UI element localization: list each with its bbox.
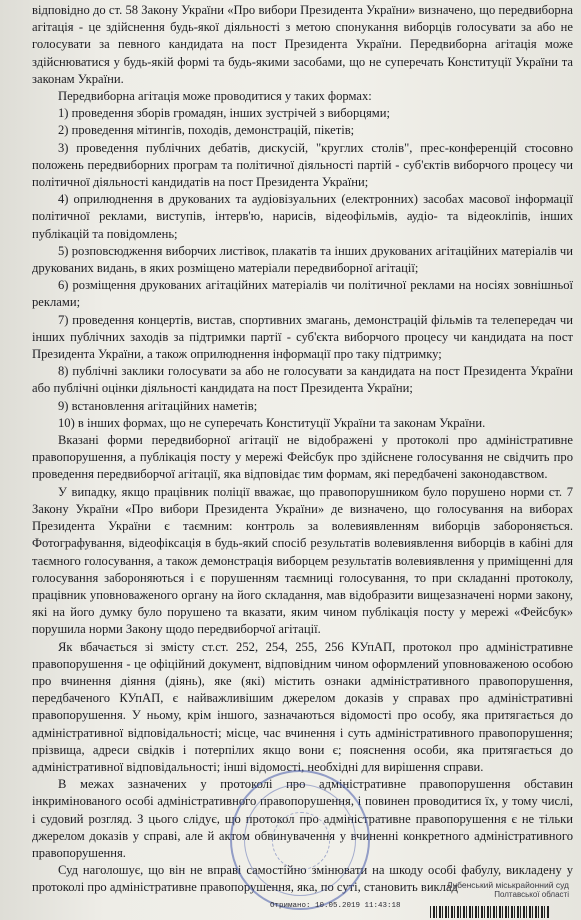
document-paragraph: В межах зазначених у протоколі про адміністративне правопорушення обставин інкримінованого особі адміністративного правопорушення, і повинен проводитися їх, у тому числі, і судовий розгляд. З цього слідує, що протокол про адміністративне правопорушення є не тільки джерелом доказів у справі, але й актом обвинувачення у вчиненні конкретного адміністративного правопорушення. — [32, 777, 573, 860]
court-name: Лубенський міськрайонний суд — [447, 880, 569, 890]
document-paragraph: 4) оприлюднення в друкованих та аудіовізуальних (електронних) засобах масової інформації політичної реклами, виступів, інтерв'ю, нарисів, відеофільмів, аудіо- та відеокліпів, інших публікацій та повідомлень; — [32, 192, 573, 241]
document-paragraph: У випадку, якщо працівник поліції вважає, що правопорушником було порушено норми ст. 7 Закону України «Про вибори Президента України» де визначено, що голосування на виборах Президента України є таємним: контроль за волевиявленням виборців забороняється. Фотографування, відеофіксація в будь-який спосіб результатів волевиявлення виборців в кабіні для таємного голосування, а також демонстрація виборцем результатів волевиявлення у приміщенні для голосування забороняються і є порушенням таємниці голосування, то при складанні протоколу, працівник уповноваженого органу на його складання, мав відобразити вищезазначені норми закону, які на його думку було порушено та вказати, яким чином публікація посту у мережі «Фейсбук» порушила норми Закону щодо передвиборчої агітації. — [32, 484, 573, 637]
document-paragraph: відповідно до ст. 58 Закону України «Про вибори Президента України» визначено, що передвиборна агітація - це здійснення будь-якої діяльності з метою спонукання виборців голосувати за або не голосувати за певного кандидата на пост Президента України. Передвиборна агітація може здійснюватися у будь-якій формі та будь-якими засобами, що не суперечать Конституції України та законам України. — [32, 3, 573, 86]
document-paragraph: 5) розповсюдження виборчих листівок, плакатів та інших друкованих агітаційних матеріалів чи друкованих видань, в яких розміщено матеріали передвиборної агітації; — [32, 243, 573, 276]
court-mark — [447, 880, 569, 900]
document-paragraph: 6) розміщення друкованих агітаційних матеріалів чи політичної реклами на носіях зовнішньої реклами; — [32, 278, 573, 310]
document-paragraph: 9) встановлення агітаційних наметів; — [58, 398, 258, 413]
barcode-icon — [430, 906, 550, 918]
document-paragraph: Як вбачається зі змісту ст.ст. 252, 254, 255, 256 КУпАП, протокол про адміністративне правопорушення - це офіційний документ, відповідним чином оформлений уповноваженою особою про вчинення діяння (діянь), яке (які) містить ознаки адміністративного правопорушення, передбаченого КУпАП, є найважливішим джерелом доказів у справах про адміністративні правопорушення. У ньому, крім іншого, зазначаються відомості про особу, яка притягається до адміністративної відповідальності; місце, час вчинення і суть адміністративного правопорушення; прізвища, адреси свідків і потерпілих якщо вони є; пояснення особи, яка притягається до адміністративної відповідальності; інші відомості, необхідні для вирішення справи. — [32, 639, 573, 774]
document-paragraph: 8) публічні заклики голосувати за або не голосувати за кандидата на пост Президента України або публічні оцінки діяльності кандидата на пост Президента України; — [32, 364, 573, 396]
court-region: Полтавської області — [494, 890, 569, 899]
document-paragraph: 10) в інших формах, що не суперечать Конституції України та законам України. — [58, 415, 486, 430]
document-paragraph: Вказані форми передвиборної агітації не відображені у протоколі про адміністративне правопорушення, а публікація посту у мережі Фейсбук про здійснене голосування не свідчить про проведення передвиборчої агітації, яка відповідає тим формам, які передбачені законодавством. — [32, 433, 573, 482]
document-paragraph: Передвиборна агітація може проводитися у таких формах: — [58, 89, 372, 104]
court-seal-stamp — [230, 770, 370, 910]
received-timestamp: Отримано: 10.05.2019 11:43:18 — [270, 902, 401, 910]
document-paragraph: 1) проведення зборів громадян, інших зустрічей з виборцями; — [58, 106, 391, 121]
document-body — [32, 2, 573, 897]
document-paragraph: 3) проведення публічних дебатів, дискусій, "круглих столів", прес-конференцій стосовно положень передвиборних програм та політичної діяльності партій - суб'єктів виборчого процесу чи політичної діяльності кандидатів на пост Президента України; — [32, 140, 573, 190]
document-paragraph: 7) проведення концертів, вистав, спортивних змагань, демонстрацій фільмів та телепередач чи інших публічних заходів за підтримки партії - суб'єкта виборчого процесу чи кандидата на пост Президента України, а також оприлюднення інформації про таку підтримку; — [32, 312, 573, 362]
document-paragraph: Суд наголошує, що він не вправі самостійно змінювати на шкоду особі фабулу, викладену у протоколі про адміністративне правопорушення, яка, по суті, становить виклад — [32, 863, 573, 895]
seal-inner-ring — [272, 812, 330, 870]
document-paragraph: 2) проведення мітингів, походів, демонстрацій, пікетів; — [58, 123, 355, 138]
